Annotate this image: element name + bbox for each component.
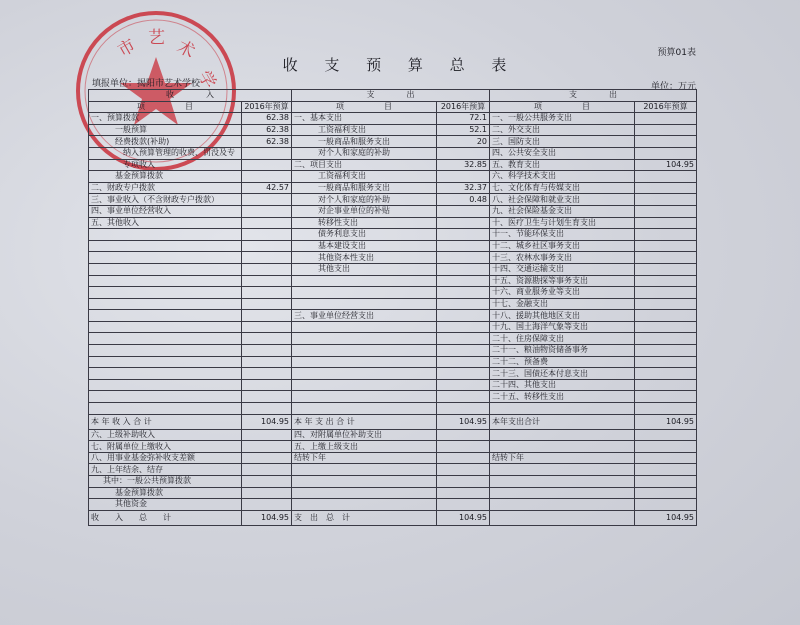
- expense-item: 转移性支出: [292, 217, 437, 229]
- income-value: [242, 487, 292, 499]
- expense-value: 0.48: [437, 194, 490, 206]
- income-item: [89, 368, 242, 380]
- function-value: [635, 368, 697, 380]
- svg-text:艺: 艺: [148, 28, 165, 48]
- expense-item: 一般商品和服务支出: [292, 136, 437, 148]
- income-item: 一、预算拨款: [89, 113, 242, 125]
- function-item: 十一、节能环保支出: [490, 229, 635, 241]
- function-total-label: 本年支出合计: [490, 414, 635, 429]
- function-value: [635, 182, 697, 194]
- income-item: [89, 310, 242, 322]
- function-item: 十八、援助其他地区支出: [490, 310, 635, 322]
- income-item: 三、事业收入（不含财政专户拨款）: [89, 194, 242, 206]
- table-row: [89, 429, 697, 441]
- empty-cell: [89, 403, 242, 415]
- function-item: 十五、资源勘探等事务支出: [490, 275, 635, 287]
- income-value: 62.38: [242, 124, 292, 136]
- function-value: [635, 240, 697, 252]
- income-total-label: 本 年 收 入 合 计: [89, 414, 242, 429]
- function-item: 十、医疗卫生与计划生育支出: [490, 217, 635, 229]
- grand-total-row: [89, 510, 697, 525]
- income-item-header: 项 目: [89, 101, 242, 113]
- expense-item-header: 项 目: [292, 101, 437, 113]
- expense-value: [437, 356, 490, 368]
- income-value: [242, 368, 292, 380]
- expense-value: [437, 345, 490, 357]
- income-value: [242, 441, 292, 453]
- table-row: [89, 159, 697, 171]
- empty-cell: [437, 403, 490, 415]
- expense-value: [437, 464, 490, 476]
- table-row: [89, 205, 697, 217]
- expense-item: 一般商品和服务支出: [292, 182, 437, 194]
- function-value: [635, 147, 697, 159]
- income-item: 七、附属单位上缴收入: [89, 441, 242, 453]
- income-value: [242, 391, 292, 403]
- expense-value: [437, 441, 490, 453]
- expense-value: [437, 333, 490, 345]
- function-grand-total-label: [490, 510, 635, 525]
- function-item: [490, 429, 635, 441]
- expense-item: [292, 368, 437, 380]
- table-row: [89, 182, 697, 194]
- function-item: 七、文化体育与传媒支出: [490, 182, 635, 194]
- function-value: [635, 217, 697, 229]
- expense-total-value: 104.95: [437, 414, 490, 429]
- expense-value: [437, 310, 490, 322]
- expense-item: 五、上缴上级支出: [292, 441, 437, 453]
- expense-item: [292, 287, 437, 299]
- expense-item: 二、项目支出: [292, 159, 437, 171]
- expense-value: [437, 229, 490, 241]
- expense-item: [292, 487, 437, 499]
- function-item: 十六、商业服务业等支出: [490, 287, 635, 299]
- function-item: 九、社会保险基金支出: [490, 205, 635, 217]
- table-row: [89, 124, 697, 136]
- function-value: [635, 287, 697, 299]
- table-row: [89, 194, 697, 206]
- income-grand-total-label: 收 入 总 计: [89, 510, 242, 525]
- expense-item: 三、事业单位经营支出: [292, 310, 437, 322]
- function-item: 四、公共安全支出: [490, 147, 635, 159]
- expense-value: [437, 263, 490, 275]
- income-value: [242, 310, 292, 322]
- income-value: [242, 147, 292, 159]
- function-value: [635, 171, 697, 183]
- table-row: [89, 487, 697, 499]
- table-row: [89, 147, 697, 159]
- function-value: [635, 333, 697, 345]
- function-value: [635, 321, 697, 333]
- table-row: [89, 113, 697, 125]
- income-budget-header: 2016年预算: [242, 101, 292, 113]
- expense-item: 对个人和家庭的补助: [292, 194, 437, 206]
- income-value: [242, 217, 292, 229]
- function-item: 十四、交通运输支出: [490, 263, 635, 275]
- income-grand-total-value: 104.95: [242, 510, 292, 525]
- income-value: [242, 275, 292, 287]
- expense-item: [292, 476, 437, 488]
- income-value: [242, 252, 292, 264]
- expense-total-label: 本 年 支 出 合 计: [292, 414, 437, 429]
- table-row: [89, 171, 697, 183]
- table-row: [89, 452, 697, 464]
- function-item: 五、教育支出: [490, 159, 635, 171]
- function-item: 二十三、国债还本付息支出: [490, 368, 635, 380]
- expense-value: [437, 487, 490, 499]
- function-item-header: 项 目: [490, 101, 635, 113]
- table-row: [89, 403, 697, 415]
- income-value: [242, 476, 292, 488]
- function-value: [635, 124, 697, 136]
- expense-value: [437, 429, 490, 441]
- expense-value: [437, 391, 490, 403]
- expense-value: 32.37: [437, 182, 490, 194]
- income-value: 62.38: [242, 113, 292, 125]
- expense-group-header: 支 出: [292, 90, 490, 102]
- expense-item: [292, 356, 437, 368]
- income-item: 五、其他收入: [89, 217, 242, 229]
- income-value: [242, 452, 292, 464]
- function-value: [635, 310, 697, 322]
- income-item: [89, 298, 242, 310]
- expense-item: 一、基本支出: [292, 113, 437, 125]
- income-item: [89, 379, 242, 391]
- function-item: 十三、农林水事务支出: [490, 252, 635, 264]
- table-row: [89, 391, 697, 403]
- table-row: [89, 356, 697, 368]
- income-value: [242, 194, 292, 206]
- income-value: [242, 229, 292, 241]
- svg-text:学: 学: [193, 67, 220, 93]
- income-value: [242, 240, 292, 252]
- function-item: [490, 487, 635, 499]
- empty-cell: [242, 403, 292, 415]
- table-row: [89, 275, 697, 287]
- income-group-header: 收 入: [89, 90, 292, 102]
- income-value: [242, 345, 292, 357]
- income-value: [242, 298, 292, 310]
- expense-value: [437, 217, 490, 229]
- expense-value: [437, 368, 490, 380]
- expense-value: [437, 147, 490, 159]
- income-item: 九、上年结余、结存: [89, 464, 242, 476]
- income-value: [242, 159, 292, 171]
- function-value: [635, 275, 697, 287]
- table-row: [89, 252, 697, 264]
- expense-item: 四、对附属单位补助支出: [292, 429, 437, 441]
- expense-value: [437, 252, 490, 264]
- income-item: 专项收入: [89, 159, 242, 171]
- function-value: [635, 441, 697, 453]
- income-value: [242, 499, 292, 511]
- income-item: [89, 333, 242, 345]
- expense-item: [292, 298, 437, 310]
- income-item: 其中：一般公共预算拨款: [89, 476, 242, 488]
- function-value: [635, 205, 697, 217]
- function-value: [635, 464, 697, 476]
- expense-value: 32.85: [437, 159, 490, 171]
- expense-value: [437, 171, 490, 183]
- table-row: [89, 136, 697, 148]
- expense-item: 其他资本性支出: [292, 252, 437, 264]
- expense-item: 结转下年: [292, 452, 437, 464]
- function-total-value: 104.95: [635, 414, 697, 429]
- function-item: 十七、金融支出: [490, 298, 635, 310]
- income-item: [89, 252, 242, 264]
- expense-item: [292, 464, 437, 476]
- expense-item: [292, 321, 437, 333]
- empty-cell: [490, 403, 635, 415]
- reporting-unit: 填报单位：揭阳市艺术学校: [92, 79, 201, 89]
- expense-value: 72.1: [437, 113, 490, 125]
- income-value: [242, 464, 292, 476]
- table-row: [89, 217, 697, 229]
- income-value: [242, 429, 292, 441]
- function-item: 十二、城乡社区事务支出: [490, 240, 635, 252]
- expense-item: [292, 379, 437, 391]
- income-value: [242, 263, 292, 275]
- income-item: [89, 229, 242, 241]
- expense-budget-header: 2016年预算: [437, 101, 490, 113]
- function-item: 二十二、预备费: [490, 356, 635, 368]
- income-item: [89, 321, 242, 333]
- function-value: [635, 379, 697, 391]
- expense-item: [292, 275, 437, 287]
- function-item: [490, 499, 635, 511]
- function-value: [635, 429, 697, 441]
- function-item: [490, 464, 635, 476]
- income-item: [89, 391, 242, 403]
- expense-item: 对企事业单位的补贴: [292, 205, 437, 217]
- expense-grand-total-label: 支 出 总 计: [292, 510, 437, 525]
- income-item: [89, 356, 242, 368]
- income-item: 一般预算: [89, 124, 242, 136]
- table-row: [89, 368, 697, 380]
- expense-value: [437, 476, 490, 488]
- function-item: 十九、国土海洋气象等支出: [490, 321, 635, 333]
- expense-item: [292, 345, 437, 357]
- income-item: 二、财政专户拨款: [89, 182, 242, 194]
- expense-item: 基本建设支出: [292, 240, 437, 252]
- function-item: 八、社会保障和就业支出: [490, 194, 635, 206]
- function-item: 六、科学技术支出: [490, 171, 635, 183]
- function-item: 一、一般公共服务支出: [490, 113, 635, 125]
- income-value: [242, 321, 292, 333]
- expense-value: [437, 205, 490, 217]
- function-value: [635, 487, 697, 499]
- income-value: [242, 287, 292, 299]
- income-item: 基金预算拨款: [89, 487, 242, 499]
- page-title: 收 支 预 算 总 表: [282, 56, 518, 74]
- income-total-value: 104.95: [242, 414, 292, 429]
- expense-item: 工资福利支出: [292, 171, 437, 183]
- expense-item: 对个人和家庭的补助: [292, 147, 437, 159]
- table-row: [89, 464, 697, 476]
- table-row: [89, 321, 697, 333]
- income-value: [242, 205, 292, 217]
- svg-text:市: 市: [114, 35, 140, 62]
- function-value: [635, 345, 697, 357]
- empty-cell: [292, 403, 437, 415]
- income-item: [89, 240, 242, 252]
- expense-item: 工资福利支出: [292, 124, 437, 136]
- expense-value: [437, 287, 490, 299]
- function-item: [490, 476, 635, 488]
- expense-value: [437, 240, 490, 252]
- income-item: 纳入预算管理的收费、罚没及专: [89, 147, 242, 159]
- table-row: [89, 345, 697, 357]
- table-row: [89, 287, 697, 299]
- expense-value: [437, 452, 490, 464]
- table-row: [89, 298, 697, 310]
- table-row: [89, 310, 697, 322]
- expense-item: 其他支出: [292, 263, 437, 275]
- function-grand-total-value: 104.95: [635, 510, 697, 525]
- table-row: [89, 379, 697, 391]
- function-value: [635, 136, 697, 148]
- function-item: 二十一、粮油物资储备事务: [490, 345, 635, 357]
- function-item: 三、国防支出: [490, 136, 635, 148]
- function-value: [635, 194, 697, 206]
- function-item: 二十四、其他支出: [490, 379, 635, 391]
- income-item: 经费拨款(补助): [89, 136, 242, 148]
- expense-item: [292, 391, 437, 403]
- table-row: [89, 441, 697, 453]
- income-item: 四、事业单位经营收入: [89, 205, 242, 217]
- function-budget-header: 2016年预算: [635, 101, 697, 113]
- income-value: [242, 379, 292, 391]
- income-value: [242, 333, 292, 345]
- table-row: [89, 333, 697, 345]
- income-value: [242, 171, 292, 183]
- expense-value: [437, 275, 490, 287]
- function-item: 结转下年: [490, 452, 635, 464]
- expense-value: [437, 298, 490, 310]
- expense-value: [437, 499, 490, 511]
- expense-item: [292, 499, 437, 511]
- function-value: [635, 476, 697, 488]
- function-item: 二十五、转移性支出: [490, 391, 635, 403]
- expense-value: 52.1: [437, 124, 490, 136]
- function-value: [635, 356, 697, 368]
- table-row: [89, 499, 697, 511]
- svg-text:术: 术: [173, 36, 199, 63]
- function-value: [635, 298, 697, 310]
- income-item: 六、上级补助收入: [89, 429, 242, 441]
- function-value: 104.95: [635, 159, 697, 171]
- table-row: [89, 476, 697, 488]
- expense-grand-total-value: 104.95: [437, 510, 490, 525]
- income-item: [89, 345, 242, 357]
- income-item: 其他资金: [89, 499, 242, 511]
- income-value: [242, 356, 292, 368]
- income-item: 基金预算拨款: [89, 171, 242, 183]
- function-value: [635, 452, 697, 464]
- expense-group-header-2: 支 出: [490, 90, 697, 102]
- function-value: [635, 391, 697, 403]
- function-value: [635, 499, 697, 511]
- form-code: 预算01表: [657, 48, 696, 58]
- income-item: [89, 275, 242, 287]
- currency-unit: 单位：万元: [650, 82, 696, 92]
- expense-item: [292, 333, 437, 345]
- table-row: [89, 240, 697, 252]
- expense-value: [437, 379, 490, 391]
- income-item: 八、用事业基金弥补收支差额: [89, 452, 242, 464]
- function-value: [635, 263, 697, 275]
- function-item: [490, 441, 635, 453]
- function-item: 二、外交支出: [490, 124, 635, 136]
- budget-summary-table: [88, 89, 697, 526]
- expense-value: [437, 321, 490, 333]
- income-value: 42.57: [242, 182, 292, 194]
- table-row: [89, 263, 697, 275]
- income-item: [89, 263, 242, 275]
- income-item: [89, 287, 242, 299]
- totals-row: [89, 414, 697, 429]
- function-value: [635, 252, 697, 264]
- expense-item: 债务利息支出: [292, 229, 437, 241]
- function-item: 二十、住房保障支出: [490, 333, 635, 345]
- expense-value: 20: [437, 136, 490, 148]
- empty-cell: [635, 403, 697, 415]
- income-value: 62.38: [242, 136, 292, 148]
- function-value: [635, 113, 697, 125]
- table-row: [89, 229, 697, 241]
- function-value: [635, 229, 697, 241]
